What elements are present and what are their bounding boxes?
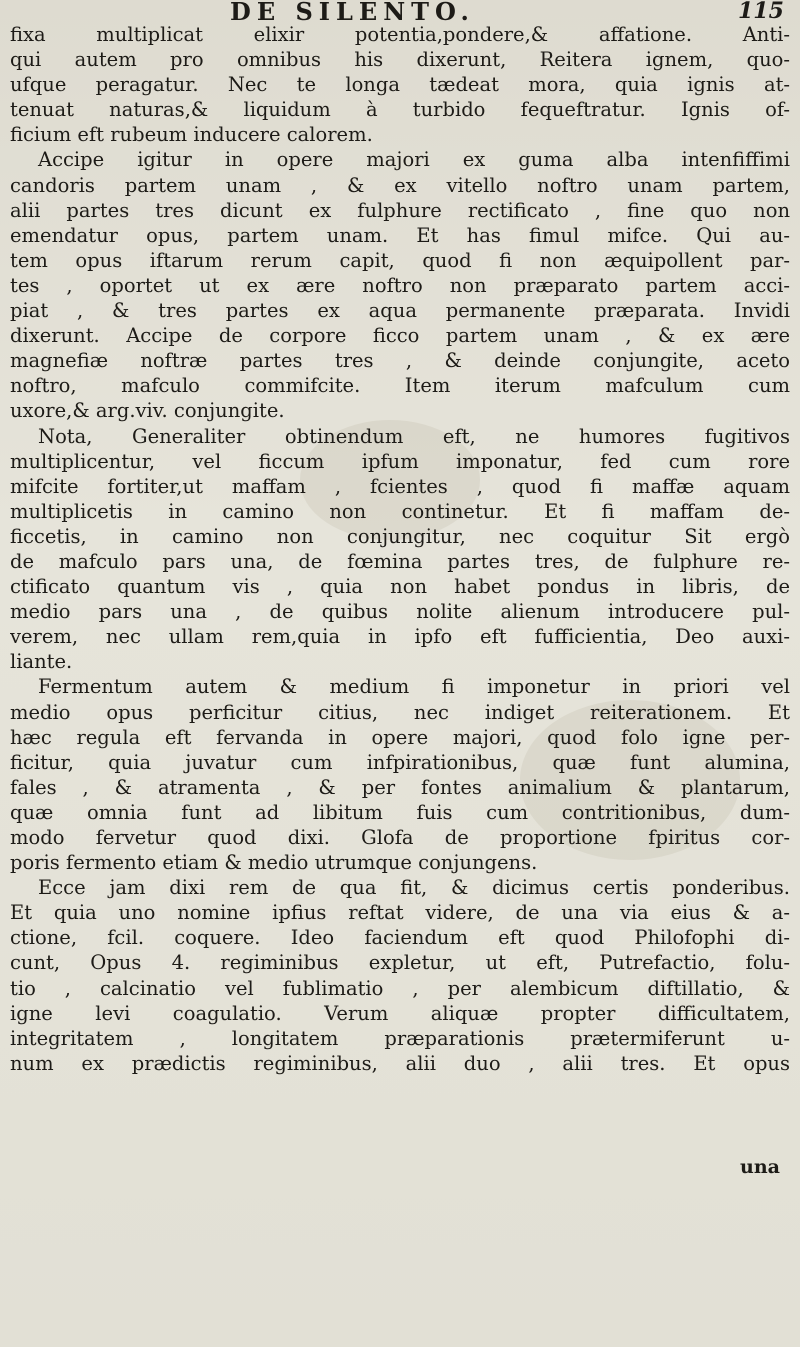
- text-line: alii partes tres dicunt ex fulphure rectificato , fine quo non: [10, 198, 790, 222]
- text-line: noftro, mafculo commifcite. Item iterum mafculum cum: [10, 374, 790, 398]
- text-line: fales , & atramenta , & per fontes animalium & plantarum,: [10, 775, 790, 799]
- text-line: hæc regula eft fervanda in opere majori, quod folo igne per-: [10, 725, 790, 749]
- page-number: 115: [738, 0, 784, 24]
- text-line: integritatem , longitatem præparationis prætermiferunt u-: [10, 1026, 790, 1050]
- running-head: DE SILENTO.: [230, 0, 475, 26]
- text-line: poris fermento etiam & medio utrumque conjungens.: [10, 851, 538, 875]
- text-line: tio , calcinatio vel fublimatio , per alembicum diftillatio, &: [10, 976, 790, 1000]
- text-line: ficitur, quia juvatur cum infpirationibus, quæ funt alumina,: [10, 750, 790, 774]
- text-line: multiplicentur, vel ficcum ipfum imponatur, fed cum rore: [10, 449, 790, 473]
- text-line: Fermentum autem & medium fi imponetur in priori vel: [38, 675, 790, 699]
- text-line: piat , & tres partes ex aqua permanente præparata. Invidi: [10, 299, 790, 323]
- text-line: ficium eft rubeum inducere calorem.: [10, 123, 373, 147]
- text-line: tenuat naturas,& liquidum à turbido fequeftratur. Ignis of-: [10, 98, 790, 122]
- text-line: dixerunt. Accipe de corpore ficco partem unam , & ex ære: [10, 324, 790, 348]
- text-line: Et quia uno nomine ipfius reftat videre, de una via eius & a-: [10, 901, 790, 925]
- text-line: liante.: [10, 650, 73, 674]
- page-header: [0, 0, 800, 26]
- text-line: tem opus iftarum rerum capit, quod fi non æquipollent par-: [10, 248, 790, 272]
- text-line: cunt, Opus 4. regiminibus expletur, ut eft, Putrefactio, folu-: [10, 951, 790, 975]
- text-line: ficcetis, in camino non conjungitur, nec coquitur Sit ergò: [10, 524, 790, 548]
- text-line: fixa multiplicat elixir potentia,pondere,& affatione. Anti-: [10, 23, 790, 46]
- text-line: multiplicetis in camino non continetur. Et fi maffam de-: [10, 499, 790, 523]
- body-text: [10, 22, 790, 1076]
- text-line: qui autem pro omnibus his dixerunt, Reitera ignem, quo-: [10, 48, 790, 72]
- text-line: medio opus perficitur citius, nec indiget reiterationem. Et: [10, 700, 790, 724]
- text-line: Accipe igitur in opere majori ex guma alba intenfiffimi: [38, 148, 790, 172]
- text-line: ctione, fcil. coquere. Ideo faciendum eft quod Philofophi di-: [10, 926, 790, 950]
- text-line: verem, nec ullam rem,quia in ipfo eft fufficientia, Deo auxi-: [10, 625, 790, 649]
- text-line: igne levi coagulatio. Verum aliquæ propter difficultatem,: [10, 1001, 790, 1025]
- text-line: medio pars una , de quibus nolite alienum introducere pul-: [10, 600, 790, 624]
- text-line: num ex prædictis regiminibus, alii duo , alii tres. Et opus: [10, 1051, 790, 1075]
- text-line: ctificato quantum vis , quia non habet pondus in libris, de: [10, 575, 790, 599]
- catchword: una: [740, 1156, 780, 1178]
- text-line: ufque peragatur. Nec te longa tædeat mora, quia ignis at-: [10, 73, 790, 97]
- text-line: candoris partem unam , & ex vitello noftro unam partem,: [10, 173, 790, 197]
- text-line: tes , oportet ut ex ære noftro non præparato partem acci-: [10, 273, 790, 297]
- text-line: emendatur opus, partem unam. Et has fimul mifce. Qui au-: [10, 223, 790, 247]
- text-line: uxore,& arg.viv. conjungite.: [10, 399, 285, 423]
- text-line: Ecce jam dixi rem de qua fit, & dicimus certis ponderibus.: [38, 876, 790, 900]
- text-line: Nota, Generaliter obtinendum eft, ne humores fugitivos: [38, 424, 790, 448]
- text-line: de mafculo pars una, de fœmina partes tres, de fulphure re-: [10, 549, 790, 573]
- text-line: mifcite fortiter,ut maffam , fcientes , quod fi maffæ aquam: [10, 474, 790, 498]
- text-line: quæ omnia funt ad libitum fuis cum contritionibus, dum-: [10, 800, 790, 824]
- text-line: modo fervetur quod dixi. Glofa de proportione fpiritus cor-: [10, 826, 790, 849]
- text-line: magnefiæ noftræ partes tres , & deinde conjungite, aceto: [10, 349, 790, 373]
